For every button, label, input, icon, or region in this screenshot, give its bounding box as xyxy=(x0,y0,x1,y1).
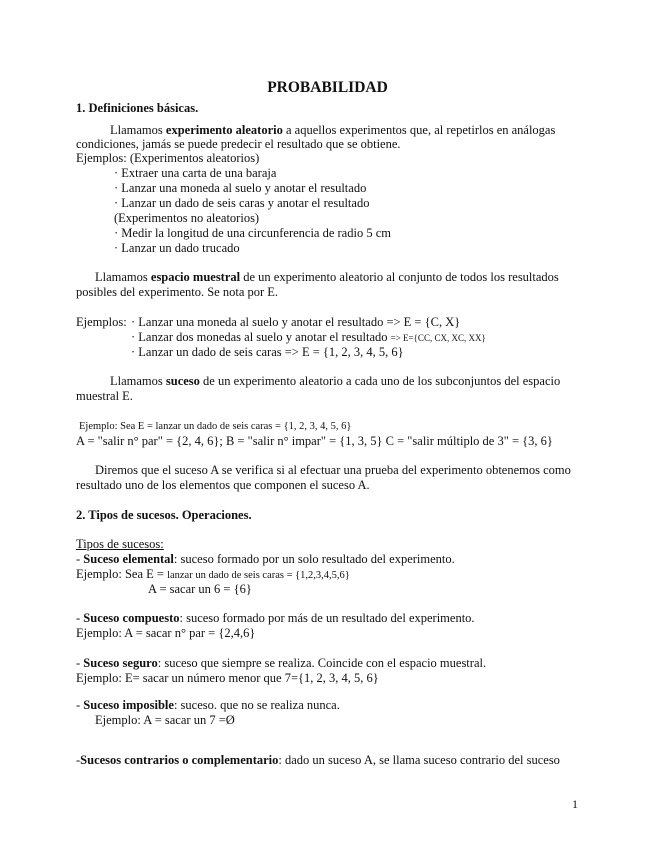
term-espacio-muestral: espacio muestral xyxy=(150,270,241,284)
term-suceso-imposible: Suceso imposible xyxy=(83,698,174,712)
section2-heading: 2. Tipos de sucesos. Operaciones. xyxy=(76,508,252,522)
list-item: · Lanzar un dado de seis caras => E = {1, 2, 3, 4, 5, 6} xyxy=(131,345,404,359)
suceso-imposible-line: - Suceso imposible: suceso. que no se realiza nunca. xyxy=(76,698,340,712)
list-item: · Lanzar un dado de seis caras y anotar el resultado xyxy=(114,196,370,210)
list-item: · Extraer una carta de una baraja xyxy=(114,166,277,180)
list-item: · Lanzar dos monedas al suelo y anotar el resultado => E={CC, CX, XC, XX} xyxy=(131,330,486,344)
verifica-line2: resultado uno de los elementos que componen el suceso A. xyxy=(76,478,370,492)
examples-label: Ejemplos: (Experimentos aleatorios) xyxy=(76,151,260,165)
definition-experimento-line2: condiciones, jamás se puede predecir el resultado que se obtiene. xyxy=(76,137,401,151)
example-suceso-small: Ejemplo: Sea E = lanzar un dado de seis caras = {1, 2, 3, 4, 5, 6} xyxy=(79,421,352,432)
suceso-seguro-line: - Suceso seguro: suceso que siempre se realiza. Coincide con el espacio muestral. xyxy=(76,656,487,670)
page-number: 1 xyxy=(572,797,578,811)
term-experimento-aleatorio: experimento aleatorio xyxy=(165,123,283,137)
suceso-imposible-example: Ejemplo: A = sacar un 7 =Ø xyxy=(95,713,235,727)
suceso-elemental-line: - Suceso elemental: suceso formado por un solo resultado del experimento. xyxy=(76,552,455,566)
list-item: · Medir la longitud de una circunferencia de radio 5 cm xyxy=(114,226,391,240)
examples2-label: Ejemplos: xyxy=(76,315,127,329)
sucesos-contrarios-line: -Sucesos contrarios o complementario: dado un suceso A, se llama suceso contrario del suceso xyxy=(76,753,560,767)
suceso-seguro-example: Ejemplo: E= sacar un número menor que 7={1, 2, 3, 4, 5, 6} xyxy=(76,671,379,685)
verifica-line1: Diremos que el suceso A se verifica si al efectuar una prueba del experimento obtenemos como xyxy=(95,463,571,477)
suceso-elemental-example: Ejemplo: Sea E = lanzar un dado de seis caras = {1,2,3,4,5,6} xyxy=(76,567,350,581)
definition-espacio-line2: posibles del experimento. Se nota por E. xyxy=(76,285,279,299)
term-sucesos-contrarios: Sucesos contrarios o complementario xyxy=(80,753,279,767)
definition-suceso-line1: Llamamos suceso de un experimento aleatorio a cada uno de los subconjuntos del espacio xyxy=(110,374,561,388)
definition-experimento-line1: Llamamos experimento aleatorio a aquellos experimentos que, al repetirlos en análogas xyxy=(110,123,556,137)
term-suceso-compuesto: Suceso compuesto xyxy=(83,611,180,625)
term-suceso-elemental: Suceso elemental xyxy=(83,552,174,566)
list-item: · Lanzar una moneda al suelo y anotar el resultado xyxy=(114,181,367,195)
list-item: · Lanzar un dado trucado xyxy=(114,241,240,255)
term-suceso-seguro: Suceso seguro xyxy=(83,656,158,670)
suceso-compuesto-example: Ejemplo: A = sacar n° par = {2,4,6} xyxy=(76,626,256,640)
list-item: · Lanzar una moneda al suelo y anotar el resultado => E = {C, X} xyxy=(131,315,461,329)
section1-heading: 1. Definiciones básicas. xyxy=(76,101,199,115)
definition-espacio-line1: Llamamos espacio muestral de un experimento aleatorio al conjunto de todos los resultados xyxy=(95,270,559,284)
example-suceso-line: A = "salir n° par" = {2, 4, 6}; B = "salir n° impar" = {1, 3, 5} C = "salir múltiplo de 3" = {3, 6} xyxy=(76,434,553,448)
definition-suceso-line2: muestral E. xyxy=(76,389,133,403)
page-title: PROBABILIDAD xyxy=(267,79,388,96)
term-suceso: suceso xyxy=(165,374,200,388)
tipos-label: Tipos de sucesos: xyxy=(76,537,164,551)
suceso-elemental-example2: A = sacar un 6 = {6} xyxy=(148,582,252,596)
suceso-compuesto-line: - Suceso compuesto: suceso formado por más de un resultado del experimento. xyxy=(76,611,475,625)
no-aleatorios-label: (Experimentos no aleatorios) xyxy=(114,211,260,225)
